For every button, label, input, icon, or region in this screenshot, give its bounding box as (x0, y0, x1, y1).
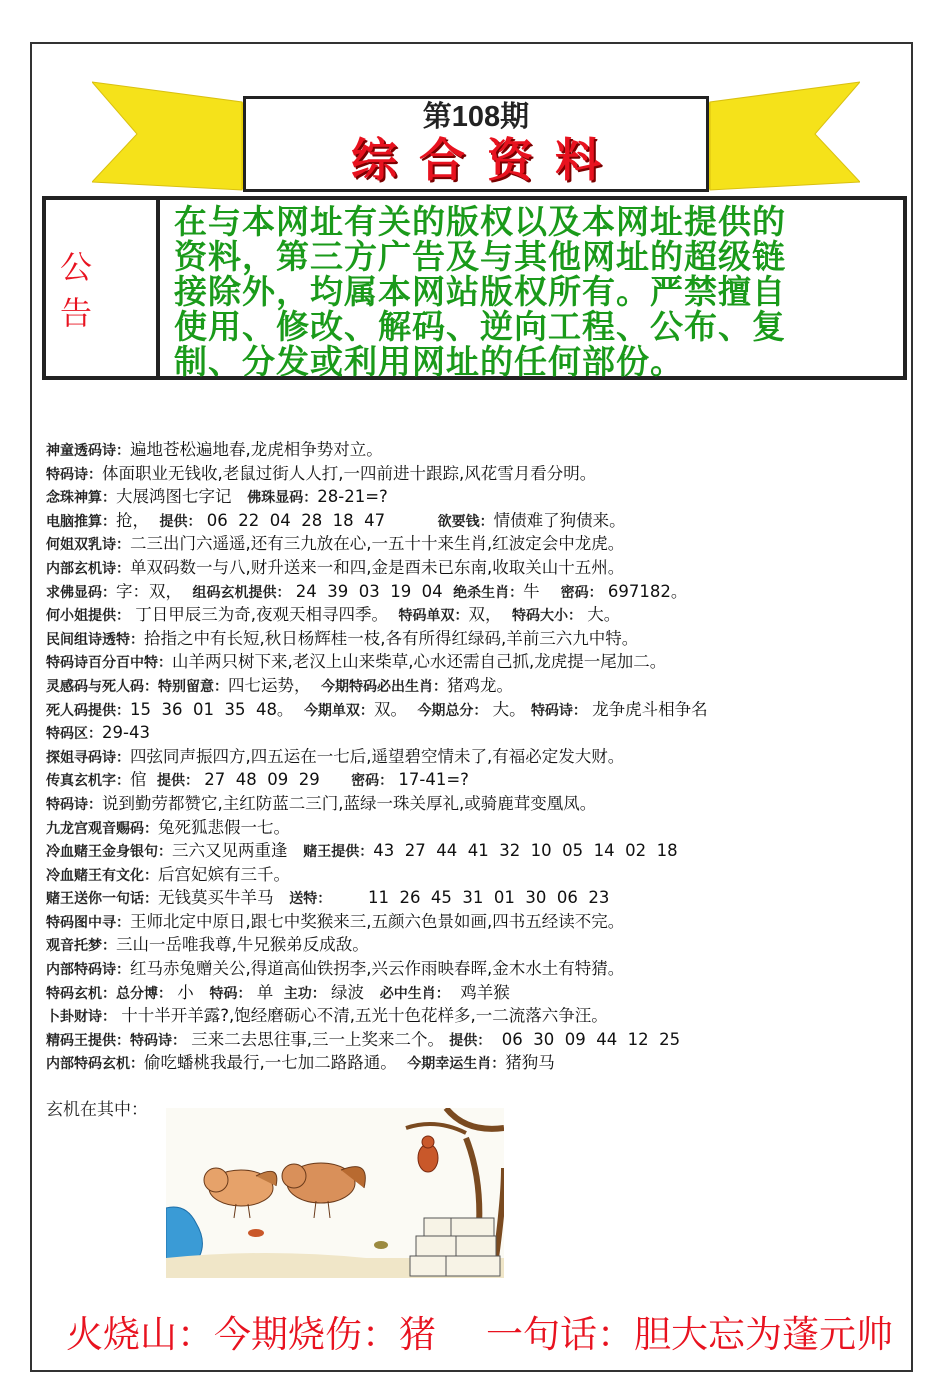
entry-text: 遍地苍松遍地春,龙虎相争势对立。 (130, 440, 383, 459)
footer (66, 1304, 893, 1358)
entry-label: 冷血赌王金身银句： (46, 844, 172, 861)
entry-label: 送特： (289, 891, 332, 908)
entry-text: 27 48 09 29 (199, 770, 352, 790)
entry-text: 说到勤劳都赞它,主红防蓝二三门,蓝绿一珠关厚礼,或骑鹿茸变凰凤。 (102, 793, 597, 813)
entry-label: 特码诗： (46, 466, 102, 483)
notice-line: 使用、修改、解码、逆向工程、公布、复 (174, 307, 786, 346)
entry-text: 山羊两只树下来,老汉上山来柴草,心水还需自己抓,龙虎提一尾加二。 (172, 652, 667, 672)
notice-line: 接除外，均属本网站版权所有。严禁擅自 (174, 272, 786, 311)
entry-label: 佛珠显码： (247, 490, 318, 507)
entry-label: 求佛显码： (46, 584, 116, 601)
notice-line: 在与本网址有关的版权以及本网址提供的 (174, 202, 786, 241)
entry-label: 主功： (283, 985, 326, 1002)
entry-text: 三山一岳唯我尊,牛兄猴弟反成敌。 (116, 935, 369, 955)
entry-label: 卜卦财诗： (46, 1009, 116, 1026)
left-ribbon (92, 72, 262, 192)
entry-text: 兔死狐悲假一七。 (158, 817, 290, 837)
entry-text: 丁日甲辰三为奇,夜观天相寻四季。 (130, 605, 399, 625)
entry-line (46, 674, 896, 698)
entry-label: 何小姐提供： (46, 608, 130, 625)
entry-text: 06 30 09 44 12 25 (491, 1029, 681, 1049)
entry-line (46, 509, 896, 533)
entry-text: 倌 (130, 770, 157, 790)
entry-label: 死人码提供： (46, 702, 130, 719)
entry-label: 电脑推算： (46, 513, 116, 530)
entry-text: 偷吃蟠桃我最行,一七加二路路通。 (144, 1053, 408, 1073)
entry-line (46, 1004, 896, 1028)
entry-text: 拾指之中有长短,秋日杨辉桂一枝,各有所得红绿码,羊前三六九中特。 (144, 628, 639, 648)
notice-box (42, 196, 907, 380)
entry-text: 24 39 03 19 04 (290, 581, 454, 601)
entry-label: 精码王提供： (46, 1032, 130, 1049)
entry-label: 神童透码诗： (46, 443, 130, 459)
entry-label: 探姐寻码诗： (46, 749, 130, 766)
entry-line (46, 462, 896, 486)
entry-line (46, 768, 896, 792)
entry-text: 四七运势， (228, 675, 321, 695)
entry-line (46, 863, 896, 887)
entry-text: 字：双， (116, 581, 193, 601)
entry-label: 提供： (449, 1032, 492, 1049)
entry-text: 双， (468, 605, 512, 625)
page-title: 综合资料 (351, 133, 623, 187)
entry-text: 十十半开羊露?,饱经磨砺心不清,五光十色花样多,一二流落六争汪。 (116, 1006, 608, 1026)
entry-line (46, 816, 896, 840)
entry-text: 29-43 (102, 723, 150, 743)
entry-label: 密码： (351, 773, 394, 790)
entry-label: 传真玄机字： (46, 773, 130, 790)
title-box (243, 96, 709, 192)
entry-line (46, 485, 896, 509)
entry-label: 念珠神算： (46, 490, 116, 507)
entry-line (46, 981, 896, 1005)
entry-text: 大。 (581, 605, 621, 625)
entry-label: 何姐双乳诗： (46, 537, 130, 554)
entry-text: 王师北定中原日,跟七中奖猴来三,五颜六色景如画,四书五经读不完。 (130, 911, 625, 931)
issue-number: 第108期 (422, 101, 530, 133)
entry-text: 抢， (116, 510, 160, 530)
entry-line (46, 603, 896, 627)
entry-label: 绝杀生肖： (453, 584, 524, 601)
entry-text: 情债难了狗债来。 (493, 510, 626, 530)
entry-text: 双。 (373, 699, 418, 719)
entry-line (46, 580, 896, 604)
entry-line (46, 933, 896, 957)
entry-label: 赌王送你一句话： (46, 891, 158, 908)
entry-label: 必中生肖： (379, 985, 450, 1002)
entry-label: 九龙宫观音赐码： (46, 820, 158, 837)
entry-line (46, 438, 896, 462)
entry-line (46, 532, 896, 556)
entry-label: 密码： (560, 584, 603, 601)
illustration-image (166, 1108, 504, 1278)
entry-label: 今期特码必出生肖： (321, 678, 447, 695)
entry-line (46, 957, 896, 981)
entry-label: 今期幸运生肖： (407, 1056, 506, 1073)
entry-line (46, 839, 896, 863)
entry-label: 欲要钱： (437, 513, 494, 530)
entry-text: 四弦同声振四方,四五运在一七后,遥望碧空情未了,有福必定发大财。 (130, 746, 625, 766)
entry-text: 28-21=? (317, 487, 388, 507)
entry-line (46, 792, 896, 816)
entry-label: 今期总分： (417, 702, 488, 719)
entry-text: 大展鸿图七字记 (116, 487, 248, 507)
entry-label: 冷血赌王有文化： (46, 867, 158, 884)
entry-label: 灵感码与死人码： (46, 678, 158, 695)
entry-text: 二三出门六遥遥,还有三九放在心,一五十十来生肖,红波定会中龙虎。 (130, 534, 625, 554)
entry-text: 11 26 45 31 01 30 06 23 (331, 888, 610, 908)
entry-text: 无钱莫买牛羊马 (158, 888, 290, 908)
entry-line (46, 556, 896, 580)
entry-line (46, 627, 896, 651)
entry-text: 单 (251, 982, 284, 1002)
entry-line (46, 721, 896, 745)
entry-label: 特码诗： (530, 702, 587, 719)
entry-text: 鸡羊猴 (449, 982, 510, 1002)
entry-label: 观音托梦： (46, 938, 116, 955)
entry-text: 06 22 04 28 18 47 (201, 510, 438, 530)
entry-text: 15 36 01 35 48。 (130, 699, 304, 719)
entry-label: 特码图中寻： (46, 914, 130, 931)
entry-label: 特码： (209, 985, 252, 1002)
entry-label: 提供： (159, 513, 202, 530)
entry-line (46, 698, 896, 722)
notice-text (174, 204, 894, 379)
entry-text: 小 (172, 982, 210, 1002)
entry-line (46, 910, 896, 934)
entry-text: 猪狗马 (505, 1053, 555, 1073)
entry-list (46, 438, 896, 1075)
entry-text: 牛 (523, 581, 561, 601)
entry-line (46, 1028, 896, 1052)
entry-line (46, 1051, 896, 1075)
entry-text: 三六又见两重逢 (172, 841, 304, 861)
entry-label: 民间组诗透特： (46, 631, 144, 648)
entry-line (46, 886, 896, 910)
notice-line: 制、分发或利用网址的任何部份。 (174, 342, 684, 381)
entry-label: 特码玄机： (46, 985, 116, 1002)
entry-line (46, 650, 896, 674)
notice-label: 公告 (46, 200, 160, 376)
entry-label: 内部特码玄机： (46, 1056, 144, 1073)
footer-left: 火烧山：今期烧伤：猪 (66, 1313, 436, 1356)
entry-label: 总分博： (116, 985, 172, 1002)
notice-line: 资料，第三方广告及与其他网址的超级链 (174, 237, 786, 276)
entry-label: 今期单双： (303, 702, 374, 719)
entry-text: 龙争虎斗相争名 (586, 699, 708, 719)
right-ribbon (690, 72, 860, 192)
entry-label: 特码区： (46, 726, 102, 743)
entry-text: 体面职业无钱收,老鼠过街人人打,一四前进十跟踪,风花雪月看分明。 (102, 463, 597, 483)
entry-label: 内部玄机诗： (46, 560, 130, 577)
entry-text: 猪鸡龙。 (447, 675, 513, 695)
entry-label: 特码诗： (46, 796, 102, 813)
entry-label: 提供： (157, 773, 199, 790)
entry-text: 17-41=? (393, 770, 469, 790)
entry-label: 特别留意： (158, 678, 228, 695)
entry-label: 赌王提供： (303, 844, 374, 861)
entry-line (46, 745, 896, 769)
entry-label: 特码诗百分百中特： (46, 655, 172, 672)
entry-text: 43 27 44 41 32 10 05 14 02 18 (373, 841, 678, 861)
entry-text: 红马赤兔赠关公,得道高仙铁拐李,兴云作雨映春晖,金木水土有特猜。 (130, 959, 625, 979)
entry-text: 大。 (487, 699, 531, 719)
entry-text: 三来二去思往事,三一上奖来二个。 (186, 1029, 450, 1049)
entry-text: 单双码数一与八,财升送来一和四,金是酉未已东南,收取关山十五州。 (130, 557, 625, 577)
entry-text: 后宫妃嫔有三千。 (158, 864, 290, 884)
entry-label: 特码大小： (511, 608, 582, 625)
entry-text: 697182。 (602, 581, 688, 601)
entry-label: 特码诗： (130, 1032, 186, 1049)
stone-wall (410, 1218, 500, 1276)
entry-label: 组码玄机提供： (192, 584, 291, 601)
entry-label: 特码单双： (398, 608, 469, 625)
footer-right: 一句话：胆大忘为蓬元帅 (486, 1313, 893, 1356)
xuanji-label: 玄机在其中： (46, 1100, 148, 1120)
entry-label: 内部特码诗： (46, 962, 130, 979)
entry-text: 绿波 (325, 982, 380, 1002)
